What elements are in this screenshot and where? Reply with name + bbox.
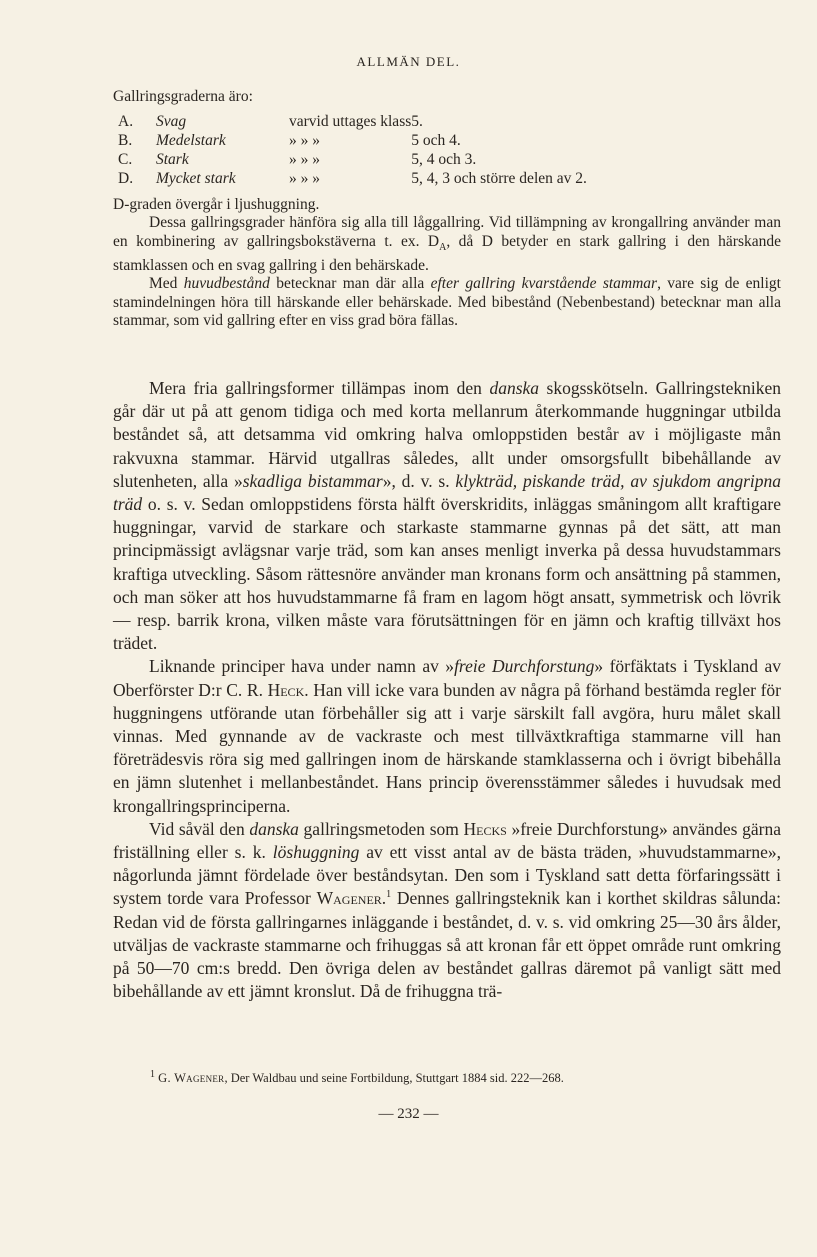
grade-row-a <box>118 112 587 131</box>
grade-value: 5, 4 och 3. <box>411 151 477 168</box>
paragraph-heck: Liknande principer hava under namn av »freie Durchforstung» förfäktats i Tyskland av Oberförster D:r C. R. Heck. Han vill icke vara bunden av några på förhand bestämda regler för huggningens utförande utan förbehåller sig att i varje särskilt fall avgöra, huru målet skall vinnas. Med gynnande av de vackraste och mest tillväxtkraftiga stammarne vill han företrädesvis röra sig med gallringen inom de härskande stamklasserna och i övrigt bibehålla en jämn slutenhet i mellanbeståndet. Hans princip överensstämmer således i huvudsak med krongallringsprinciperna. <box>113 656 782 816</box>
footnote-marker: 1 <box>150 1068 155 1080</box>
paragraph-crown-thinning: Dessa gallringsgrader hänföra sig alla till låggallring. Vid tillämpning av krongallring använder man en kombinering av gallringsbokstäverna t. ex. $D_A$, då D betyder en stark gallring i den härskande stamklassen och en svag gallring i den behärskade. <box>113 214 781 274</box>
grade-value: 5, 4, 3 och större delen av 2. <box>411 170 587 187</box>
grade-value: 5 och 4. <box>411 132 461 149</box>
grade-name: Svag <box>156 113 187 130</box>
grades-intro: Gallringsgraderna äro: <box>113 88 253 105</box>
grade-row-b <box>118 131 587 150</box>
grade-letter: D. <box>118 170 134 187</box>
grade-letter: C. <box>118 151 133 168</box>
paragraph-danish-method: Mera fria gallringsformer tillämpas inom den danska skogsskötseln. Gallringstekniken går där ut på att genom tidiga och med korta mellanrum återkommande huggningar utbilda beståndet så, att detsamma vid omkring halva omloppstiden består av i möjligaste mån rakvuxna stammar. Härvid utgallras således, allt under omsorgsfullt bibehållande av slutenheten, alla »skadliga bistammar», d. v. s. klykträd, piskande träd, av sjukdom angripna träd o. s. v. Sedan omloppstidens första hälft överskridits, inläggas småningom allt kraftigare huggningar, varvid de starkare och starkaste stammarne gynnas på det sätt, att man principmässigt avlägsnar varje träd, som kan anses menligt inverka på dessa huvudstammars kraftiga utveckling. Såsom rättesnöre använder man kronans form och ansättning på stammen, och man söker att hos huvudstammarne få fram en lagom högt ansatt, symmetrisk och lövrik — resp. barrik krona, vilken måste vara förutsättningen för en jämn och kraftig tillväxt hos trädet. <box>113 378 781 654</box>
paragraph-main-stand: Med huvudbestånd betecknar man där alla efter gallring kvarstående stammar, vare sig de enligt stamindelningen höra till härskande eller behärskade. Med bibestånd (Nebenbestand) betecknar man alla stammar, som vid gallring efter en viss grad böra fällas. <box>113 275 781 329</box>
grade-name: Stark <box>156 151 189 168</box>
grade-verb: » » » <box>289 132 320 149</box>
grade-verb: varvid uttages klass <box>289 113 412 130</box>
grade-letter: B. <box>118 132 133 149</box>
footnote <box>150 1068 790 1086</box>
running-head: ALLMÄN DEL. <box>356 54 461 69</box>
small-text-section <box>113 196 781 330</box>
body-text <box>113 377 781 1003</box>
page-number: — 232 — <box>378 1106 439 1122</box>
grade-name: Mycket stark <box>156 170 236 187</box>
grade-row-c <box>118 150 587 169</box>
grade-letter: A. <box>118 113 134 130</box>
grades-list <box>118 112 587 188</box>
footnote-reference[interactable]: 1 <box>386 889 392 901</box>
footnote-text: , Der Waldbau und seine Fortbildung, Stuttgart 1884 sid. 222—268. <box>224 1071 564 1085</box>
footnote-author: G. Wagener <box>158 1071 225 1085</box>
grade-verb: » » » <box>289 151 320 168</box>
paragraph-wagener: Vid såväl den danska gallringsmetoden som Hecks »freie Durchforstung» användes gärna friställning eller s. k. löshuggning av ett visst antal av de bästa träden, »huvudstammarne», någorlunda jämnt fördelade över beståndsytan. Den som i Tyskland satt detta förfaringssätt i system torde vara Professor Wagener.$^1$ Dennes gallringsteknik kan i korthet skildras sålunda: Redan vid de första gallringarnes inläggande i beståndet, d. v. s. vid omkring 25—30 års ålder, utväljas de vackraste stammarne och frihuggas så att kronan får ett öppet område runt omkring på 50—70 cm:s bredd. Den övriga delen av beståndet gallras däremot på vanligt sätt med bibehållande av ett jämnt kronslut. Då de frihuggna trä- <box>113 818 781 1002</box>
grade-name: Medelstark <box>156 132 226 149</box>
paragraph-d-grade: D-graden övergår i ljushuggning. <box>113 196 320 213</box>
grade-row-d <box>118 169 587 188</box>
grade-value: 5. <box>411 113 423 130</box>
grade-verb: » » » <box>289 170 320 187</box>
